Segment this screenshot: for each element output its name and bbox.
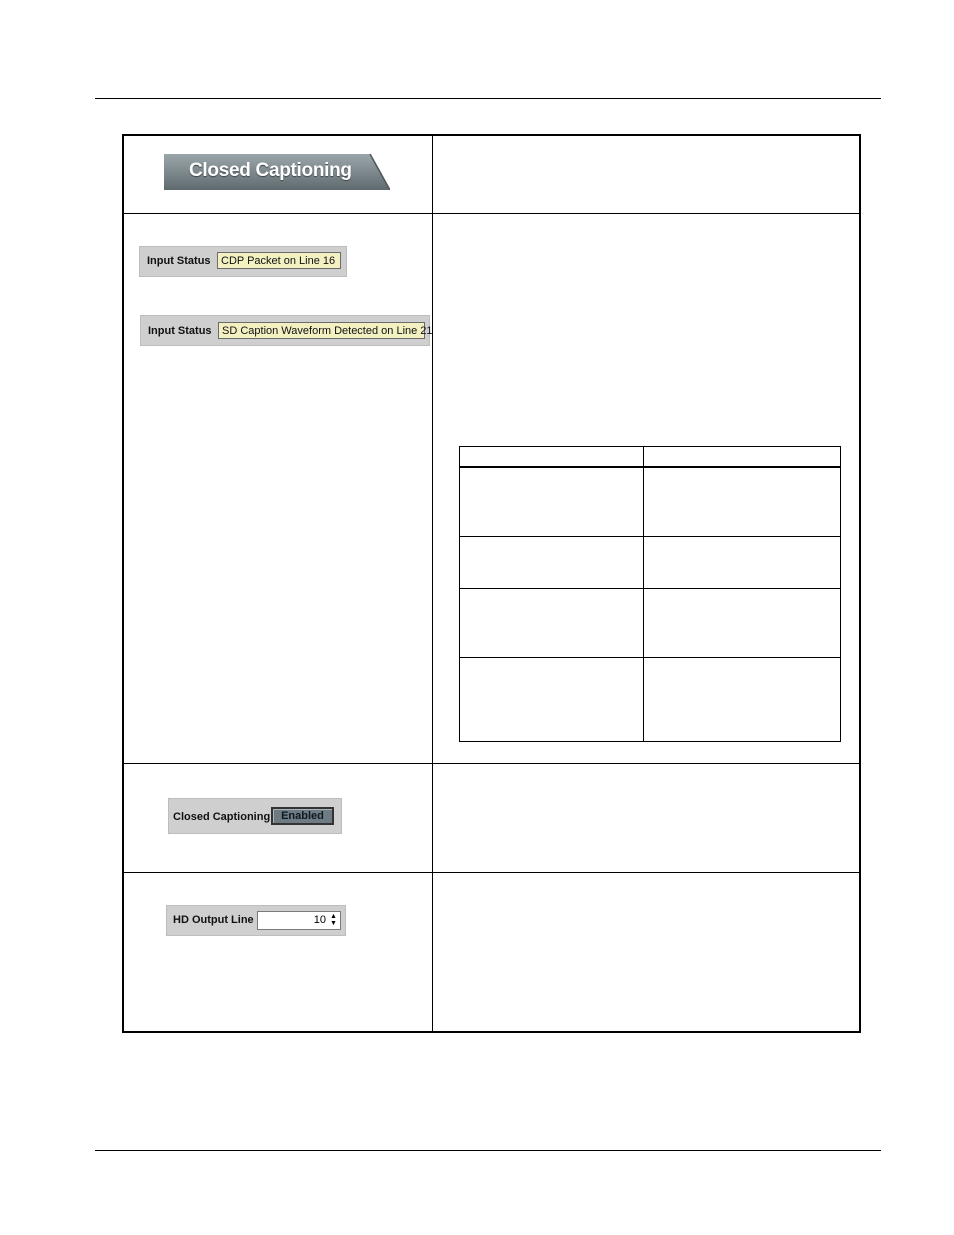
status-table-header-rule — [460, 466, 840, 468]
input-status-panel — [139, 246, 347, 277]
row-divider — [124, 213, 859, 214]
closed-captioning-tab[interactable] — [164, 154, 390, 190]
tab-label: Closed Captioning — [189, 160, 352, 181]
closed-captioning-panel — [168, 798, 342, 834]
row-divider — [124, 872, 859, 873]
closed-captioning-label: Closed Captioning — [173, 811, 271, 823]
hd-output-line-spinner[interactable] — [257, 911, 341, 930]
hd-output-line-value: 10 — [313, 914, 326, 926]
hd-output-line-panel — [166, 905, 346, 936]
header-rule — [95, 98, 881, 99]
status-table-row-rule — [460, 657, 840, 658]
closed-captioning-toggle[interactable]: Enabled — [271, 807, 334, 825]
input-status-label: Input Status — [148, 325, 212, 337]
input-status-field: SD Caption Waveform Detected on Line 21 — [218, 322, 425, 339]
footer-rule — [95, 1150, 881, 1151]
column-divider — [432, 136, 433, 1031]
status-table-column-divider — [643, 447, 644, 741]
status-table — [459, 446, 841, 742]
input-status-panel — [140, 315, 433, 346]
input-status-label: Input Status — [147, 255, 211, 267]
row-divider — [124, 763, 859, 764]
spinner-arrows-icon[interactable]: ▲ ▼ — [330, 913, 337, 927]
status-table-row-rule — [460, 588, 840, 589]
input-status-field: CDP Packet on Line 16 — [217, 252, 341, 269]
hd-output-line-label: HD Output Line — [173, 914, 254, 926]
status-table-row-rule — [460, 536, 840, 537]
function-table — [122, 134, 861, 1033]
